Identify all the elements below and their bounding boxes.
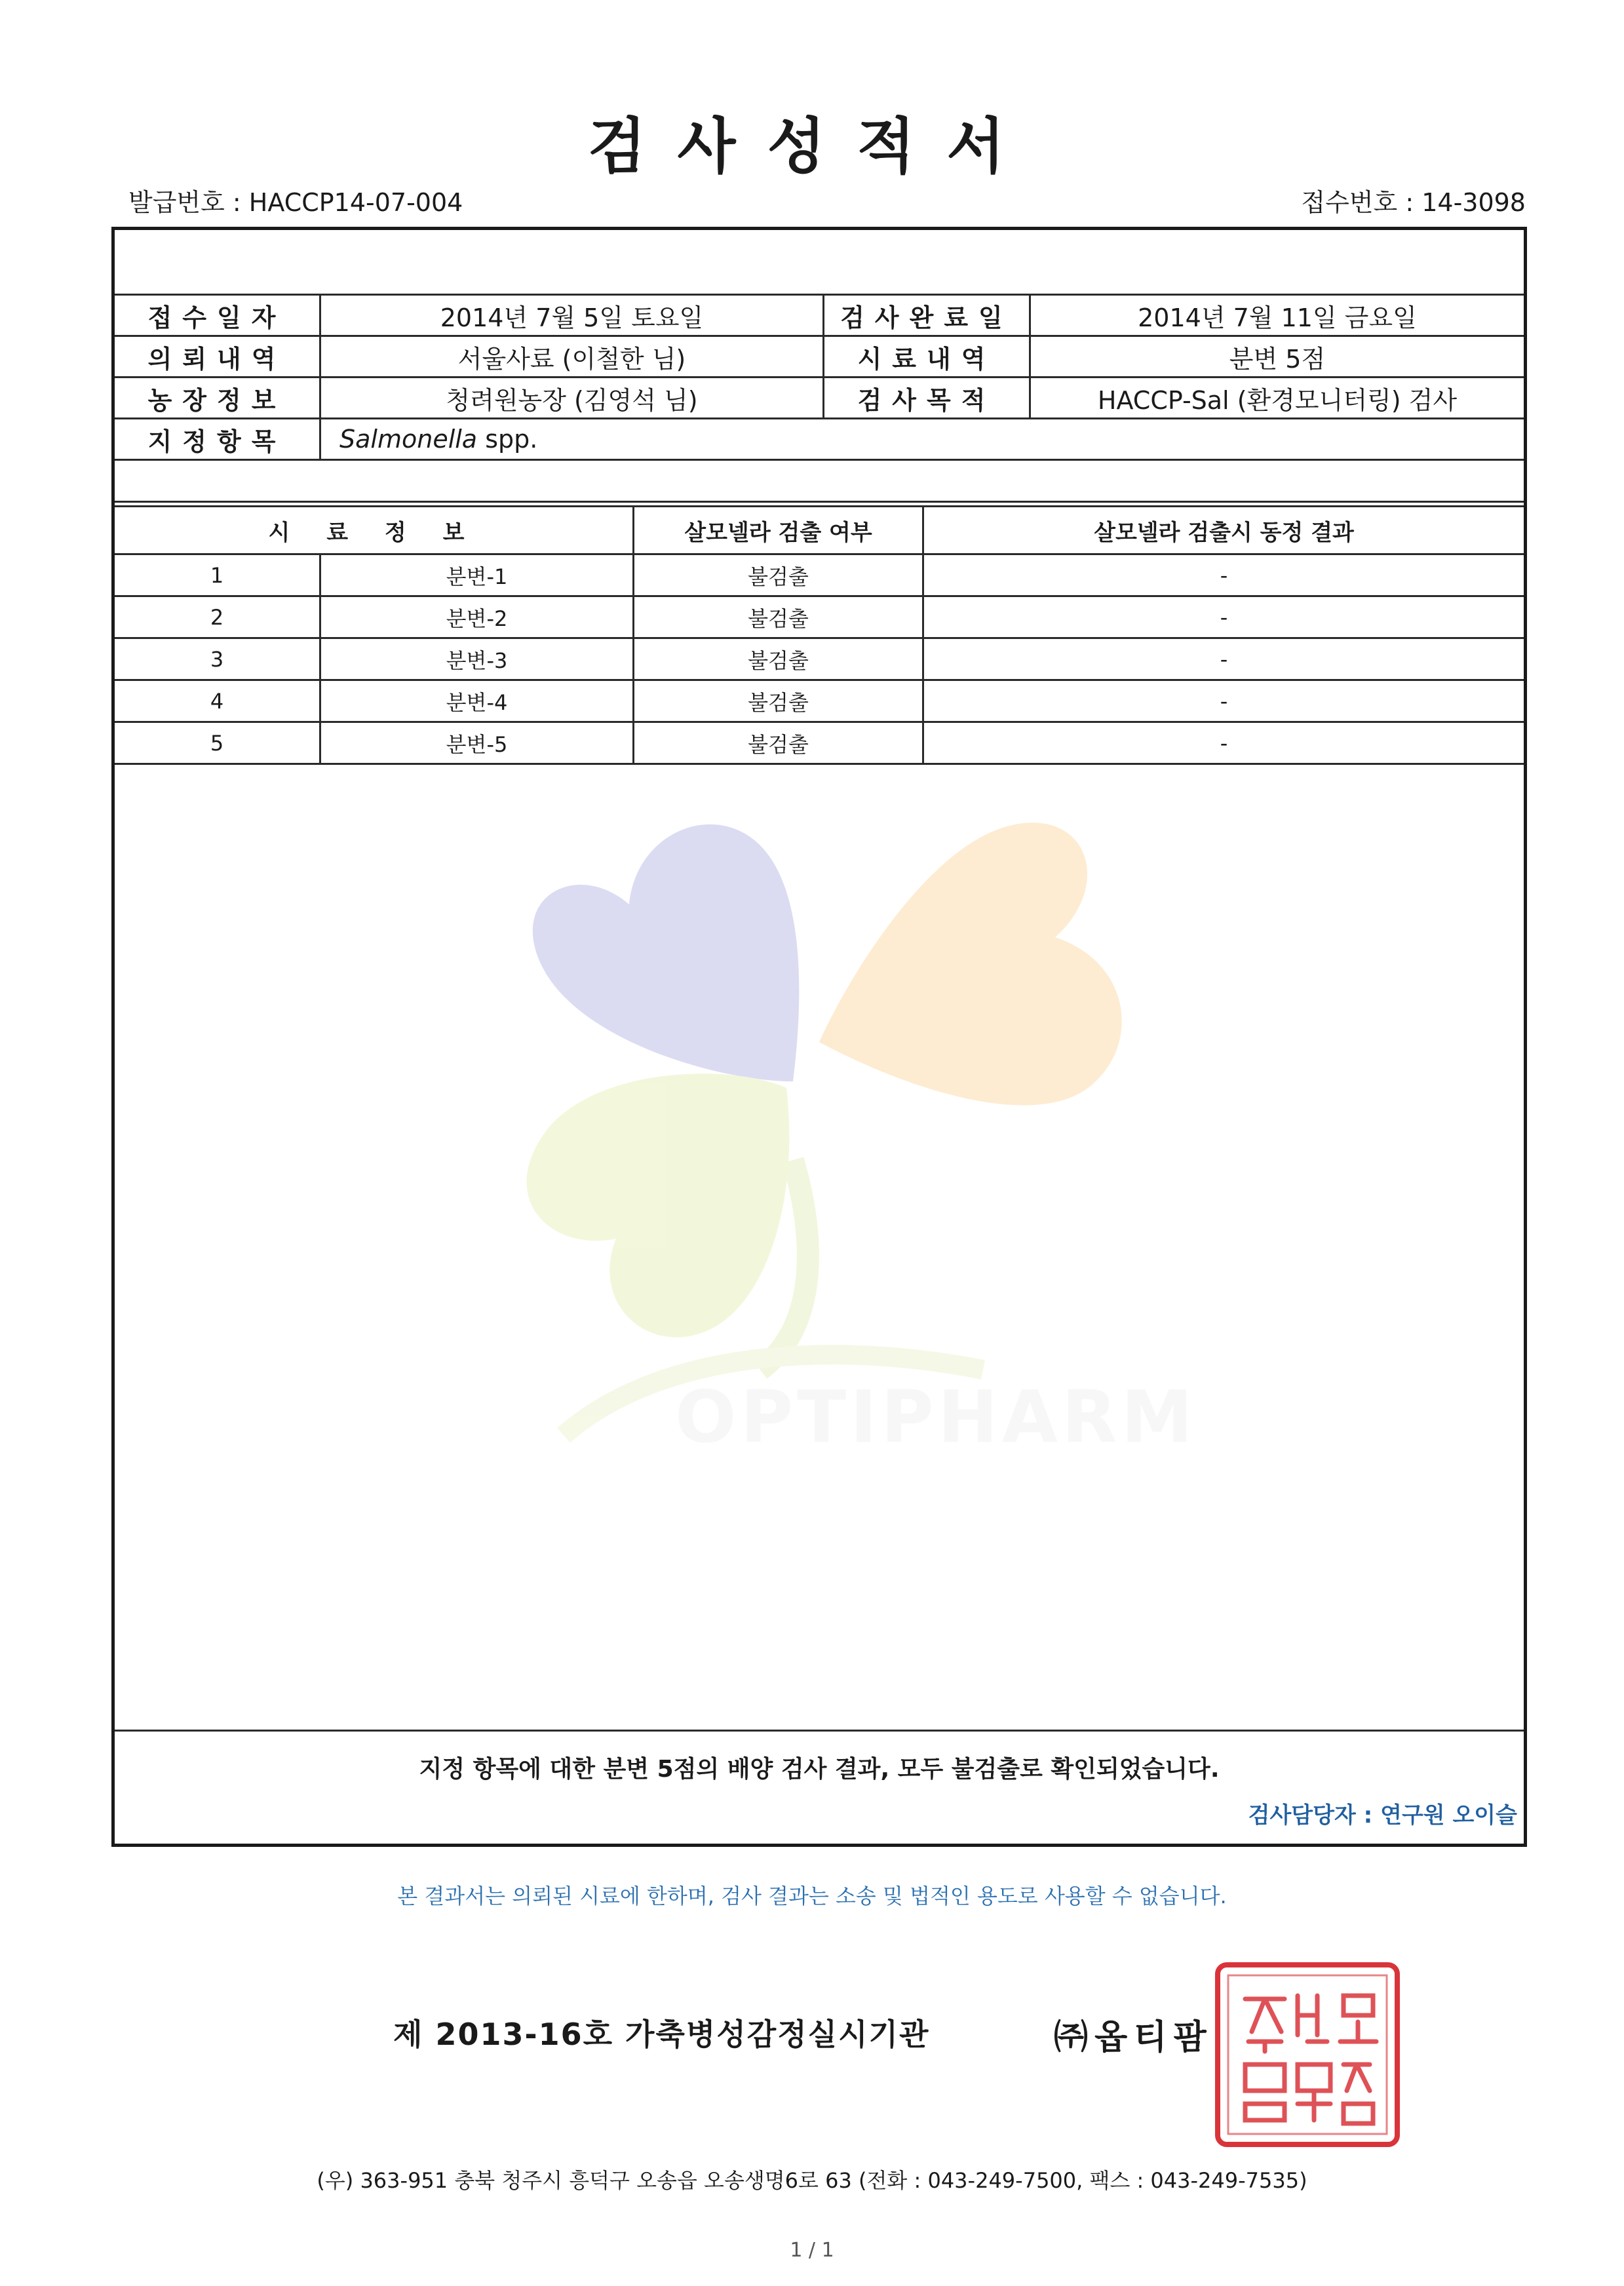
receipt-number: 접수번호 : 14-3098 xyxy=(1301,188,1526,217)
row-5-detect: 불검출 xyxy=(748,731,809,757)
row-4-no: 4 xyxy=(210,688,224,714)
document-title: 검사성적서 xyxy=(587,111,1037,182)
completed-date-value: 2014년 7월 11일 금요일 xyxy=(1138,303,1417,332)
purpose-value: HACCP-Sal (환경모니터링) 검사 xyxy=(1097,385,1458,415)
item-label: 지정항목 xyxy=(147,427,286,456)
address-line: (우) 363-951 충북 청주시 흥덕구 오송읍 오송생명6로 63 (전화 : 043-249-7500, 팩스 : 043-249-7535) xyxy=(317,2168,1307,2193)
purpose-label: 검사목적 xyxy=(857,385,996,415)
row-1-detect: 불검출 xyxy=(748,564,809,589)
row-5-no: 5 xyxy=(210,730,224,756)
row-5-sample: 분변-5 xyxy=(446,731,508,757)
issue-number: 발급번호 : HACCP14-07-004 xyxy=(128,188,463,217)
completed-date-label: 검사완료일 xyxy=(840,303,1013,332)
report-frame xyxy=(111,227,1527,1847)
row-2-sample: 분변-2 xyxy=(446,606,508,631)
row-3-sample: 분변-3 xyxy=(446,648,508,673)
col-sample-info: 시 료 정 보 xyxy=(268,519,479,546)
received-date-label: 접수일자 xyxy=(147,303,286,332)
company-name: ㈜옵티팜 xyxy=(1054,2018,1213,2057)
received-date-value: 2014년 7월 5일 토요일 xyxy=(440,303,704,332)
row-1-id: - xyxy=(1220,562,1228,588)
summary-text: 지정 항목에 대한 분변 5점의 배양 검사 결과, 모두 불검출로 확인되었습니다. xyxy=(419,1755,1220,1783)
row-5-id: - xyxy=(1220,730,1228,756)
row-2-no: 2 xyxy=(210,604,224,630)
staff-text: 검사담당자 : 연구원 오이슬 xyxy=(1248,1802,1517,1829)
row-3-no: 3 xyxy=(210,646,224,672)
row-4-sample: 분변-4 xyxy=(446,689,508,715)
row-2-detect: 불검출 xyxy=(748,606,809,631)
row-4-detect: 불검출 xyxy=(748,689,809,715)
company-seal-icon xyxy=(1212,1960,1402,2150)
sample-label: 시료내역 xyxy=(857,344,996,374)
item-value xyxy=(321,419,1519,459)
row-1-no: 1 xyxy=(210,562,224,588)
farm-label: 농장정보 xyxy=(147,385,286,415)
license-text: 제 2013-16호 가축병성감정실시기관 xyxy=(393,2017,930,2052)
watermark-text: OPTIPHARM xyxy=(675,1375,1197,1459)
disclaimer-note: 본 결과서는 의뢰된 시료에 한하며, 검사 결과는 소송 및 법적인 용도로 사용할 수 없습니다. xyxy=(397,1884,1227,1908)
col-detection: 살모넬라 검출 여부 xyxy=(684,519,872,546)
row-1-sample: 분변-1 xyxy=(446,564,508,589)
col-identification: 살모넬라 검출시 동정 결과 xyxy=(1094,519,1354,546)
item-suffix: spp. xyxy=(477,425,538,454)
item-genus: Salmonella xyxy=(339,425,478,454)
row-2-id: - xyxy=(1220,604,1228,630)
row-4-id: - xyxy=(1220,688,1228,714)
row-3-detect: 불검출 xyxy=(748,648,809,673)
sample-value: 분변 5점 xyxy=(1229,344,1326,374)
request-label: 의뢰내역 xyxy=(147,344,286,374)
row-3-id: - xyxy=(1220,646,1228,672)
request-value: 서울사료 (이철한 님) xyxy=(457,344,686,374)
farm-value: 청려원농장 (김영석 님) xyxy=(446,385,698,415)
page-number: 1 / 1 xyxy=(790,2239,834,2262)
